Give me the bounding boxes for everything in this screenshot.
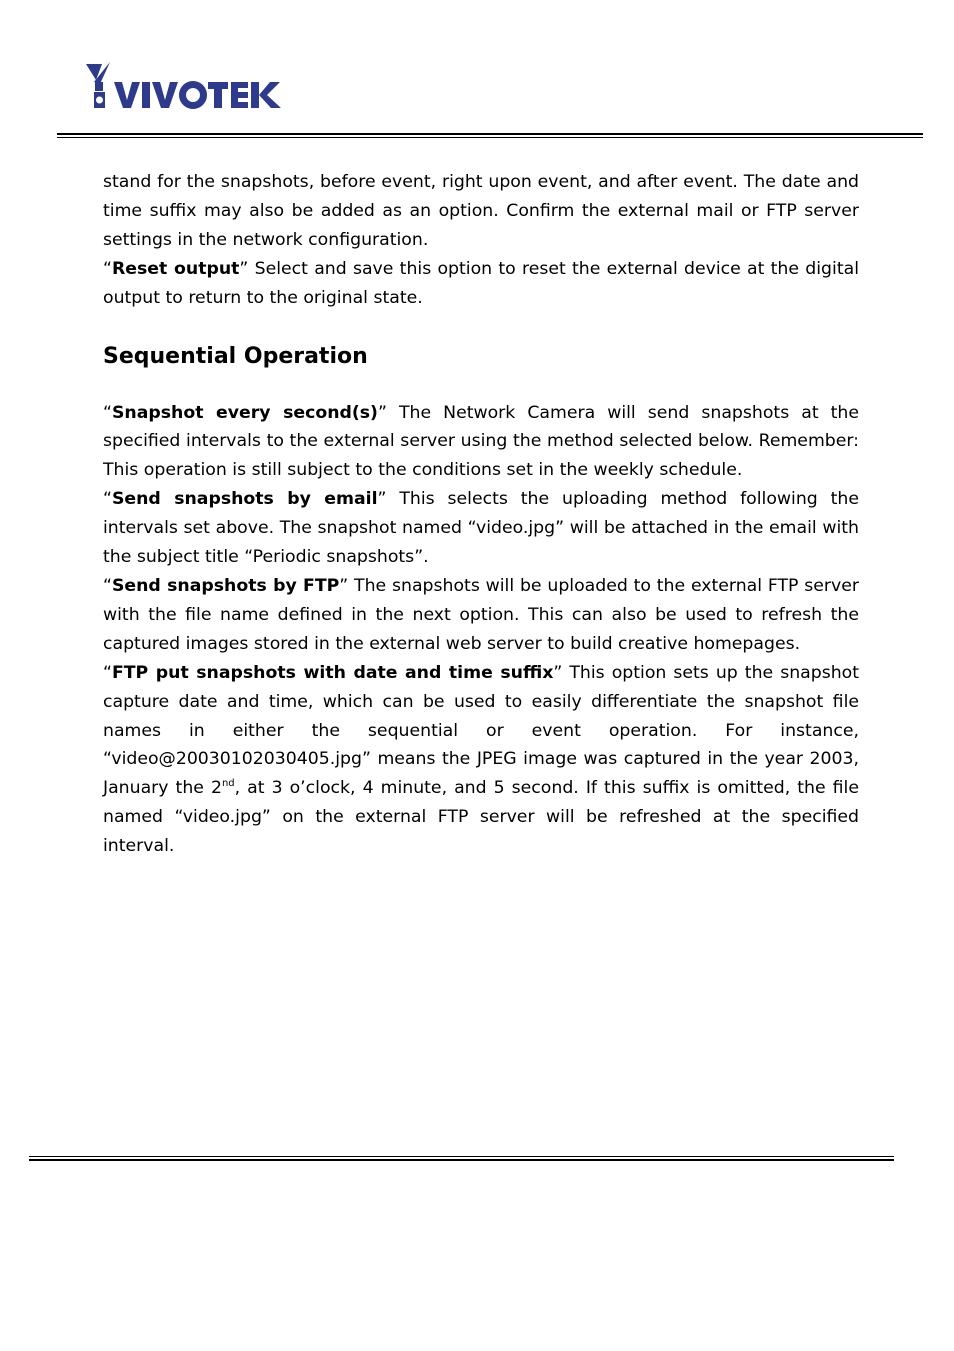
quote-open: “	[103, 662, 112, 683]
quote-open: “	[103, 575, 112, 596]
paragraph-send-email	[103, 485, 859, 572]
section-heading: Sequential Operation	[103, 343, 368, 369]
term-send-email: Send snapshots by email	[111, 489, 378, 510]
definition-snapshot-every: ” The Network Camera will send snapshots at the specified intervals to the external server using the method selected below. Remember: This operation is still subject to the conditions set in the weekly schedule.	[103, 402, 859, 481]
ordinal-suffix: nd	[221, 778, 235, 790]
paragraph-event-suffix: stand for the snapshots, before event, right upon event, and after event. The date and time suffix may also be added as an option. Confirm the external mail or FTP server settings in the network configuration.	[103, 172, 859, 250]
term-send-ftp: Send snapshots by FTP	[111, 575, 340, 596]
quote-open: “	[103, 402, 112, 423]
definition-ftp-suffix-a: ” This option sets up the snapshot capture date and time, which can be used to easily differentiate the snapshot file names in either the sequential or event operation. For instance, “video@20030102030405.jpg” means the JPEG image was captured in the year 2003, January the 2	[103, 662, 860, 799]
footer-rule-thin	[29, 1156, 894, 1157]
header-rule-thin	[57, 137, 923, 138]
definition-send-email: ” This selects the uploading method following the intervals set above. The snapshot named “video.jpg” will be attached in the email with the subject title “Periodic snapshots”.	[103, 489, 859, 568]
paragraph-reset-output	[103, 255, 859, 313]
paragraph-send-ftp	[103, 572, 859, 659]
paragraph-ftp-suffix	[103, 659, 859, 861]
quote-open: “	[103, 489, 112, 510]
page-content	[103, 168, 859, 861]
vivotek-logo	[84, 62, 294, 112]
paragraph-snapshot-every	[103, 399, 859, 486]
definition-send-ftp: ” The snapshots will be uploaded to the external FTP server with the file name defined in the next option. This can also be used to refresh the captured images stored in the external web server to build creative homepages.	[103, 575, 859, 654]
term-ftp-suffix: FTP put snapshots with date and time suffix	[111, 662, 554, 683]
term-reset-output: Reset output	[111, 258, 240, 279]
definition-ftp-suffix-b: , at 3 o’clock, 4 minute, and 5 second. If this suffix is omitted, the file named “video.jpg” on the external FTP server will be refreshed at the specified interval.	[103, 778, 859, 857]
quote-open: “	[103, 258, 112, 279]
definition-reset-output: ” Select and save this option to reset the external device at the digital output to return to the original state.	[103, 258, 859, 308]
vivotek-logo-mark	[84, 62, 294, 112]
footer-rule	[29, 1159, 894, 1161]
header-rule	[57, 133, 923, 135]
term-snapshot-every: Snapshot every second(s)	[111, 402, 378, 423]
